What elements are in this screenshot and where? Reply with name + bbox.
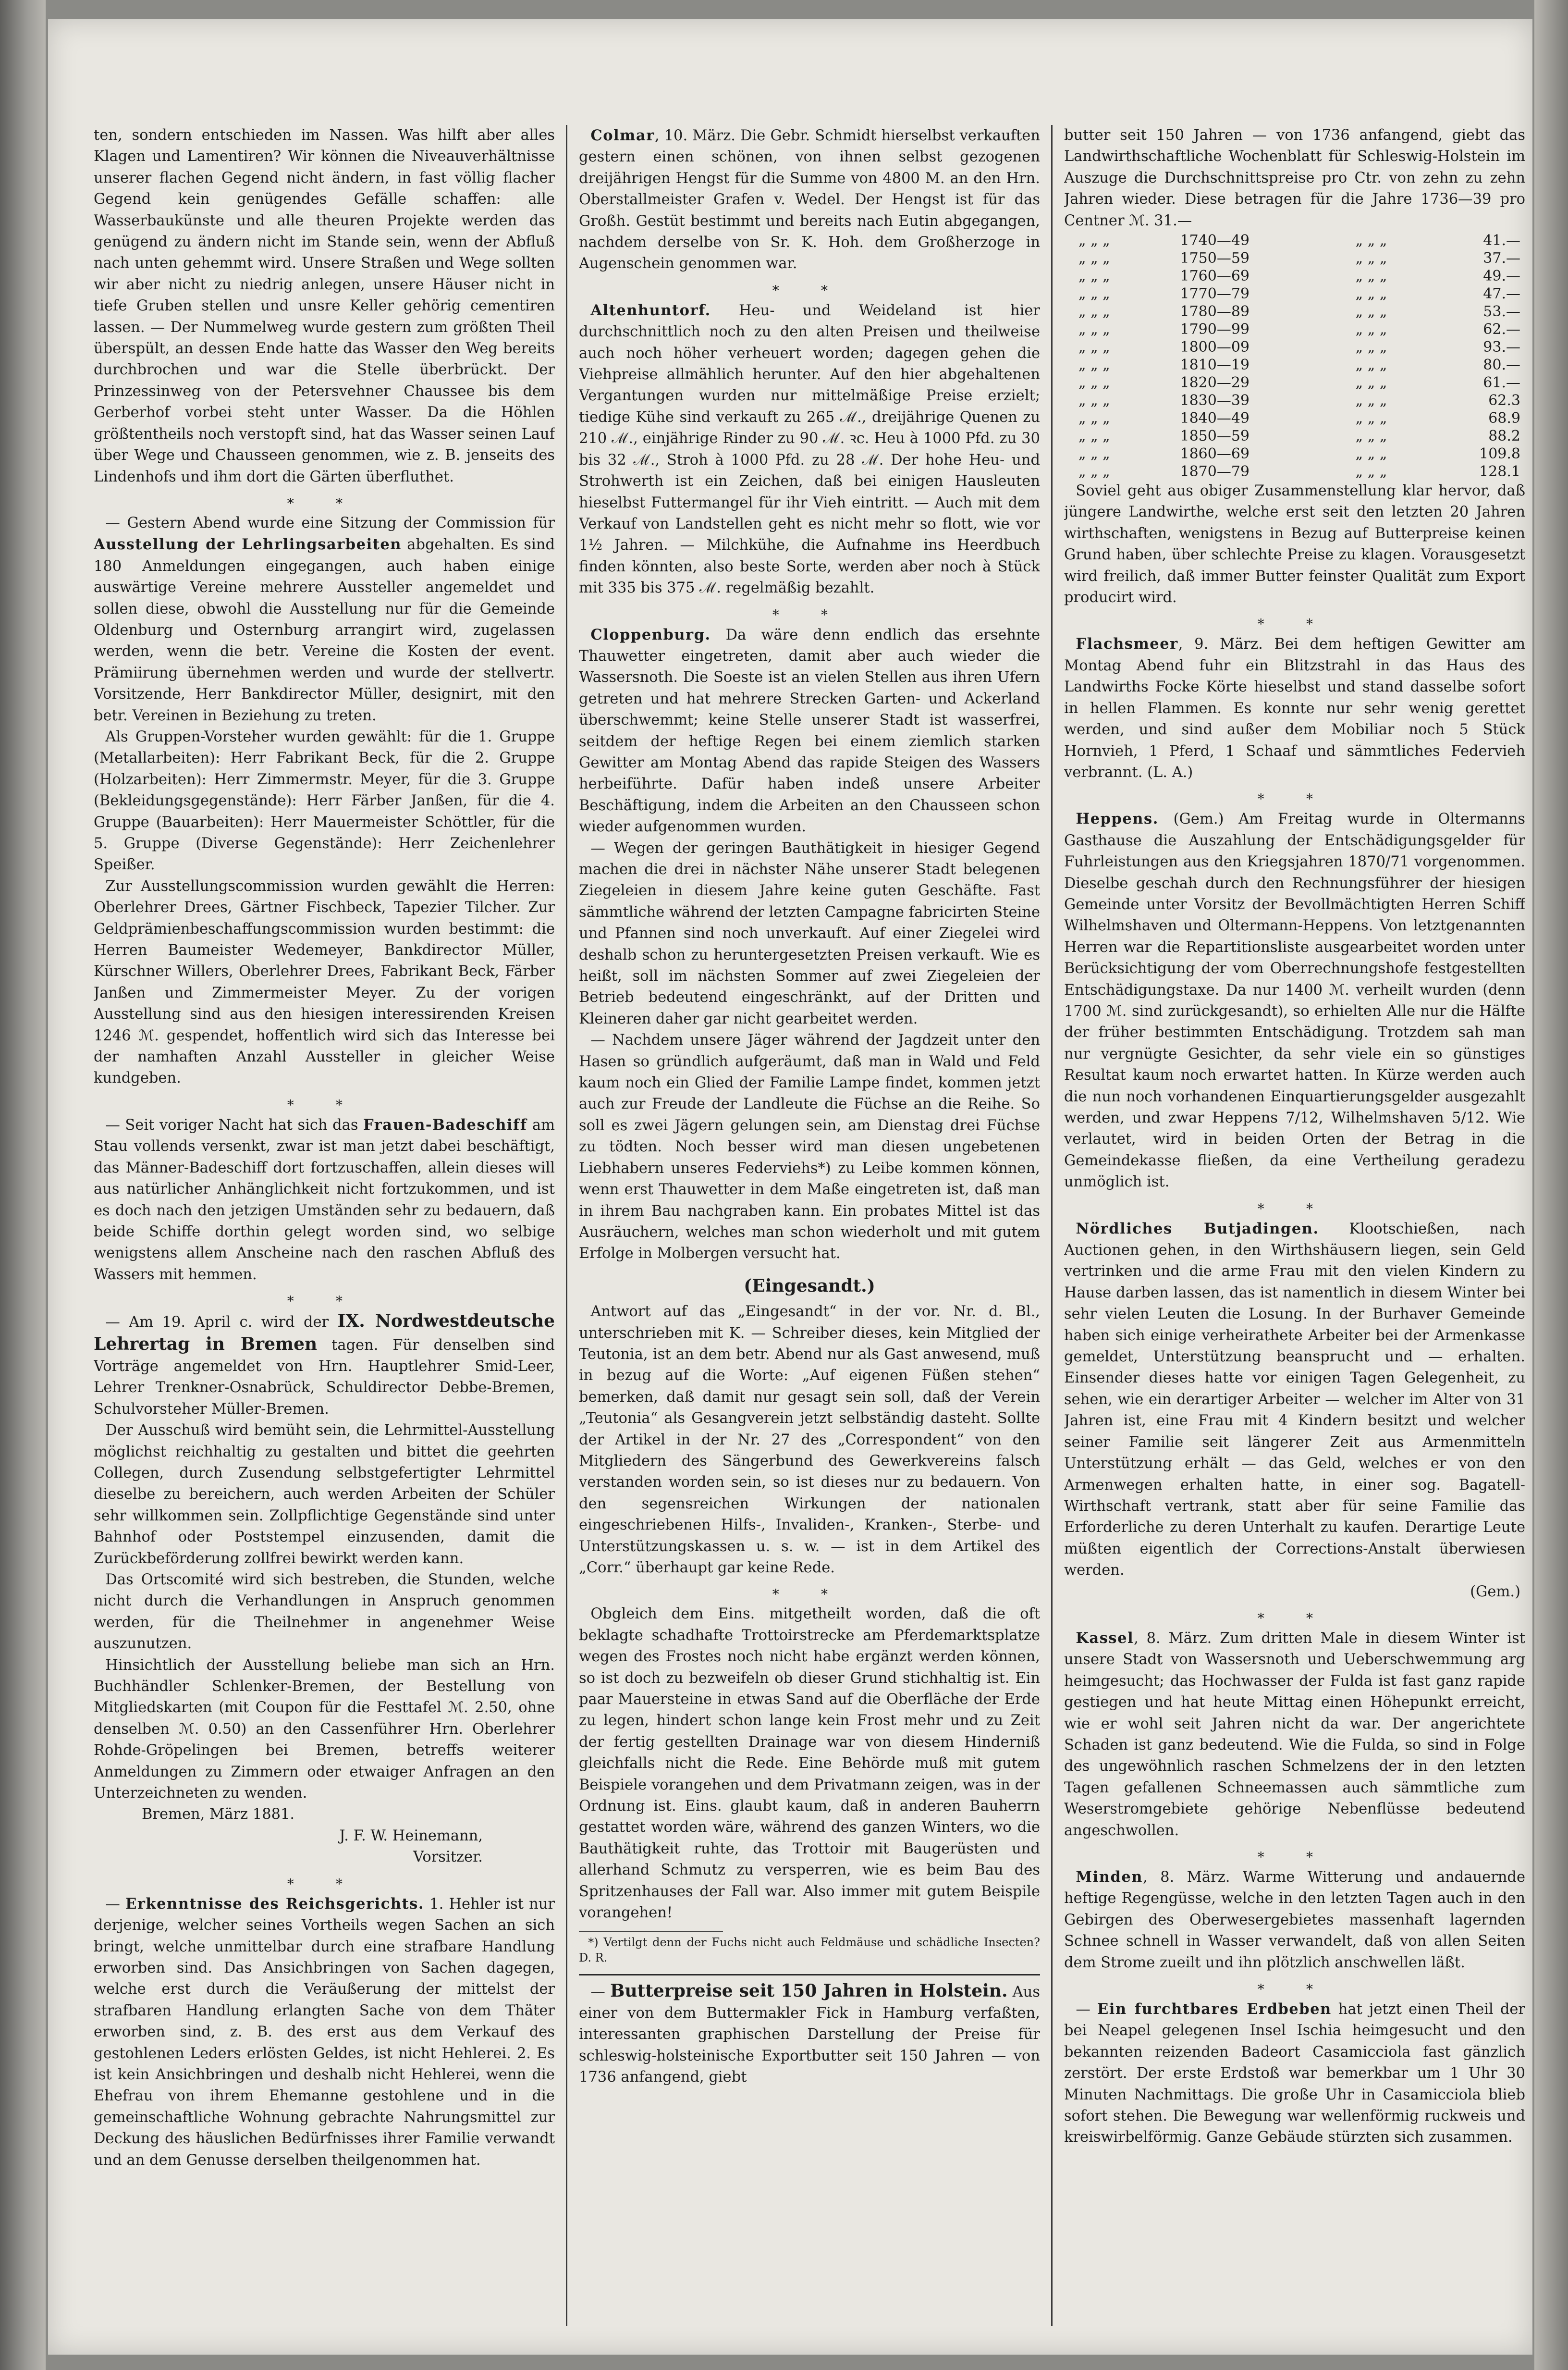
section-separator: * * (287, 1293, 362, 1309)
ditto-marks: „ „ „ (1355, 285, 1387, 303)
article-paragraph: Cloppenburg. Da wäre denn endlich das ersehnte Thauwetter eingetreten, damit aber auch wieder die Wassersnoth. Die Soeste ist an vielen Stellen aus ihren Ufern getreten und hat mehrere Strecken Garten- und Ackerland überschwemmt; keine Stelle unserer Stadt ist wasserfrei, seitdem der heftige Regen bei einem ziemlich starken Gewitter am Montag Abend das rapide Steigen des Wassers herbeiführte. Dafür haben indeß unsere Arbeiter Beschäftigung, indem die Arbeiten an den Chausseen schon wieder aufgenommen wurden. (579, 626, 1040, 836)
price-value: 41.— (1483, 232, 1520, 249)
article-paragraph: Obgleich dem Eins. mitgetheilt worden, daß die oft beklagte schadhafte Trottoirstrecke am Pferdemarktsplatze wegen des Frostes noch nicht habe ergänzt werden können, so ist doch zu bezweifeln ob dieser Grund stichhaltig ist. Ein paar Mauersteine in etwas Sand auf die Oberfläche der Erde zu legen, hindert schon lange kein Frost mehr und zu Zeit der fertig gestellten Drainage war von diesem Hinderniß gleichfalls nicht die Rede. Eine Behörde muß mit gutem Beispiele vorangehen und dem Privatmann zeigen, was in der Ordnung ist. Eins. glaubt kaum, daß in anderen Bauherrn gestattet worden wäre, während des ganzen Winters, wo die Bauthätigkeit ruhte, das Trottoir mit Baugerüsten und allerhand Schmutz zu versperren, wie es beim Bau des Spritzenhauses der Fall war. Also immer mit gutem Beispile vorangehen! (579, 1605, 1040, 1922)
price-value: 62.— (1483, 321, 1520, 338)
price-row (1064, 374, 1525, 392)
ditto-marks: „ „ „ (1355, 232, 1387, 249)
article-paragraph: Soviel geht aus obiger Zusammenstellung klar hervor, daß jüngere Landwirthe, welche erst seit den letzten 20 Jahren wirthschaften, wenigstens in Bezug auf Butterpreise keinen Grund haben, über schlechte Preise zu klagen. Vorausgesetzt wird freilich, daß immer Butter feinster Qualität zum Export producirt wird. (1064, 482, 1525, 606)
price-row (1064, 463, 1525, 481)
section-separator: * * (772, 282, 847, 298)
price-value: 68.9 (1488, 410, 1520, 427)
ditto-marks: „ „ „ (1078, 232, 1110, 249)
price-years: 1820—29 (1180, 374, 1250, 392)
article-paragraph: Minden, 8. März. Warme Witterung und andauernde heftige Regengüsse, welche in den letzten Tagen auch in den Gebirgen des Oberwesergebietes massenhaft lagernden Schnee schnell in Wasser verwandelt, daß von allen Seiten dem Strome zueilt und ihn plötzlich anschwellen läßt. (1064, 1868, 1525, 1971)
article-paragraph: Altenhuntorf. Heu- und Weideland ist hier durchschnittlich noch zu den alten Preisen und theilweise auch noch höher verheuert worden; dagegen gehen die Viehpreise allmählich herunter. Auf den hier abgehaltenen Vergantungen wurden nur mittelmäßige Preise erzielt; tiedige Kühe sind verkauft zu 265 ℳ., dreijährige Quenen zu 210 ℳ., einjährige Rinder zu 90 ℳ. ꝛc. Heu à 1000 Pfd. zu 30 bis 32 ℳ., Stroh à 1000 Pfd. zu 28 ℳ. Der hohe Heu- und Strohwerth ist ein Zeichen, daß bei einigen Hausleuten hieselbst Futtermangel für ihr Vieh eintritt. — Auch mit dem Verkauf von Landstellen geht es nicht mehr so flott, wie vor 1½ Jahren. — Milchkühe, die Aufnahme ins Heerdbuch finden könnten, also beste Sorte, werden aber noch à Stück mit 335 bis 375 ℳ. regelmäßig bezahlt. (579, 301, 1040, 597)
price-years: 1790—99 (1180, 321, 1250, 338)
ditto-marks: „ „ „ (1078, 357, 1110, 374)
article-heading: Erkenntnisse des Reichsgerichts. (125, 1895, 425, 1913)
column-rule (566, 125, 567, 2326)
price-years: 1780—89 (1180, 303, 1250, 321)
price-value: 109.8 (1479, 445, 1520, 463)
price-row (1064, 445, 1525, 463)
section-heading-eingesandt: (Eingesandt.) (744, 1275, 875, 1296)
ditto-marks: „ „ „ (1078, 268, 1110, 285)
article-paragraph: ten, sondern entschieden im Nassen. Was hilft aber alles Klagen und Lamentiren? Wir können die Niveauverhältnisse unserer flachen Gegend nicht ändern, in fast völlig flacher Gegend kein genügendes Gefälle schaffen: alle Wasserbaukünste und alle theuren Projekte werden das genügend zu ändern nicht im Stande sein, wenn der Abfluß nach unten gehemmt wird. Unsere Straßen und Wege sollten wir aber nicht zu niedrig anlegen, unsere Häuser nicht in tiefe Gruben stellen und unsre Keller gehörig cementiren lassen. — Der Nummelweg wurde gestern zum größten Theil überspült, an dessen Ende hatte das Wasser den Weg bereits durchbrochen und war die Stelle überbrückt. Der Prinzessinweg von der Petersvehner Chaussee bis dem Gerberhof vorbei steht unter Wasser. Da die Höhlen größtentheils noch verstopft sind, hat das Wasser seinen Lauf über Wege und Chausseen genommen, wie z. B. jenseits des Lindenhofs und ihm dort die Gärten überfluthet. (94, 127, 555, 485)
price-row (1064, 409, 1525, 427)
right-binding-edge (1534, 0, 1568, 2370)
ditto-marks: „ „ „ (1078, 303, 1110, 321)
column-2 (579, 125, 1040, 2335)
ditto-marks: „ „ „ (1355, 321, 1387, 338)
article-heading: Heppens. (1076, 810, 1159, 828)
newspaper-page (48, 19, 1532, 2355)
section-separator: * * (287, 495, 362, 511)
price-years: 1830—39 (1180, 392, 1250, 409)
price-row (1064, 392, 1525, 409)
article-heading: Cloppenburg. (590, 626, 711, 643)
price-value: 128.1 (1479, 463, 1520, 481)
article-paragraph: Das Ortscomité wird sich bestreben, die Stunden, welche nicht durch die Verhandlungen in Anspruch genommen werden, für die Theilnehmer in angenehmer Weise auszunutzen. (94, 1571, 555, 1653)
article-heading: Kassel (1076, 1629, 1134, 1647)
article-heading: Ausstellung der Lehrlingsarbeiten (94, 536, 402, 554)
article-heading: Nördliches Butjadingen. (1076, 1220, 1319, 1237)
section-separator: * * (1257, 1610, 1332, 1626)
article-paragraph: Flachsmeer, 9. März. Bei dem heftigen Gewitter am Montag Abend fuhr ein Blitzstrahl in das Haus des Landwirths Focke Körte hieselbst und stand dasselbe sofort in hellen Flammen. Es konnte nur sehr wenig gerettet werden, und sind außer dem Mobiliar noch 5 Stück Hornvieh, 1 Pferd, 1 Schaaf und sämmtliches Federvieh verbrannt. (L. A.) (1064, 635, 1525, 781)
price-years: 1770—79 (1180, 285, 1250, 303)
price-value: 93.— (1483, 339, 1520, 356)
price-row (1064, 427, 1525, 445)
article-paragraph: — Gestern Abend wurde eine Sitzung der Commission für Ausstellung der Lehrlingsarbeiten abgehalten. Es sind 180 Anmeldungen eingegangen, auch haben einige auswärtige Vereine mehrere Aussteller angemeldet und sollen diese, obwohl die Ausstellung nur für die Gemeinde Oldenburg und Osternburg arrangirt wird, zugelassen werden, wenn die betr. Vereine die Kosten der event. Prämiirung übernehmen werden und wurde der stellvertr. Vorsitzende, Herr Bankdirector Müller, designirt, mit den betr. Vereinen in Beziehung zu treten. (94, 514, 555, 724)
section-separator: * * (1257, 1200, 1332, 1217)
price-row (1064, 303, 1525, 321)
price-value: 62.3 (1488, 392, 1520, 409)
article-paragraph: — Ein furchtbares Erdbeben hat jetzt einen Theil der bei Neapel gelegenen Insel Ischia heimgesucht und den bekannten reizenden Badeort Casamicciola fast gänzlich zerstört. Der erste Erdstoß war bemerkbar um 1 Uhr 30 Minuten Nachmittags. Die große Uhr in Casamicciola blieb sofort stehen. Die Bewegung war wellenförmig ruckweis und kreiswirbelförmig. Ganze Gebäude stürzten sich zusammen. (1064, 2000, 1525, 2146)
signature-name: J. F. W. Heinemann, (339, 1827, 483, 1844)
article-paragraph: — Erkenntnisse des Reichsgerichts. 1. Hehler ist nur derjenige, welcher seines Vortheils wegen Sachen an sich bringt, welche unmittelbar durch eine strafbare Handlung erworben sind. Das Ansichbringen von Sachen dagegen, welche erst durch die Veräußerung der mittelst der strafbaren Handlung erlangten Sache von dem Thäter erworben sind, z. B. des erst aus dem Verkauf des gestohlenen Leders erlösten Geldes, ist nicht Hehlerei. 2. Es ist kein Ansichbringen und deshalb nicht Hehlerei, wenn die Ehefrau von ihrem Ehemanne gestohlene und in die gemeinschaftliche Wohnung gebrachte Nahrungsmittel zur Deckung des häuslichen Bedürfnisses ihrer Familie verwandt und an dem Genusse derselben theilgenommen hat. (94, 1895, 555, 2169)
article-paragraph: Der Ausschuß wird bemüht sein, die Lehrmittel-Ausstellung möglichst reichhaltig zu gestalten und bittet die geehrten Collegen, durch Zusendung selbstgefertigter Lehrmittel dieselbe zu bereichern, auch werden Arbeiten der Schüler sehr willkommen sein. Zollpflichtige Gegenstände sind unter Bahnhof oder Poststempel einzusenden, damit die Zurückbeförderung zollfrei bewirkt werden kann. (94, 1422, 555, 1567)
price-years: 1760—69 (1180, 268, 1250, 285)
ditto-marks: „ „ „ (1355, 357, 1387, 374)
ditto-marks: „ „ „ (1355, 374, 1387, 392)
article-paragraph: Nördliches Butjadingen. Klootschießen, nach Auctionen gehen, in den Wirthshäusern liegen, sein Geld vertrinken und die arme Frau mit den vielen Kindern zu Hause darben lassen, das ist namentlich in diesem Winter bei sehr vielen Leuten die Losung. In der Burhaver Gemeinde haben sich einige verheirathete Arbeiter bei der Armenkasse gemeldet, Unterstützung beansprucht und — erhalten. Einsender dieses hatte vor einigen Tagen Gelegenheit, zu sehen, wie ein derartiger Arbeiter — welcher im Alter von 31 Jahren ist, eine Frau mit 4 Kindern besitzt und welcher seiner Familie seit längerer Zeit aus Armenmitteln Unterstützung erhält — das Geld, welches er von den Armenwegen erhalten hatte, in einer sog. Bagatell-Wirthschaft vertrank, statt aber für seine Familie das Erforderliche zu deren Unterhalt zu kaufen. Derartige Leute müßten eigentlich der Corrections-Anstalt überwiesen werden. (1064, 1220, 1525, 1579)
column-rule (1051, 125, 1053, 2326)
ditto-marks: „ „ „ (1355, 463, 1387, 481)
ditto-marks: „ „ „ (1078, 250, 1110, 267)
price-value: 47.— (1483, 285, 1520, 303)
left-binding-edge (0, 0, 46, 2370)
article-paragraph: — Am 19. April c. wird der IX. Nordwestdeutsche Lehrertag in Bremen tagen. Für denselben sind Vorträge angemeldet von Hrn. Hauptlehrer Smid-Leer, Lehrer Trenkner-Osnabrück, Schuldirector Debbe-Bremen, Schulvorsteher Müller-Bremen. (94, 1311, 555, 1418)
price-years: 1860—69 (1180, 445, 1250, 463)
ditto-marks: „ „ „ (1355, 303, 1387, 321)
ditto-marks: „ „ „ (1355, 339, 1387, 356)
section-separator: * * (772, 1586, 847, 1603)
section-separator: * * (287, 1097, 362, 1113)
source-tag: (Gem.) (1470, 1583, 1520, 1600)
section-separator: * * (1257, 1981, 1332, 1998)
column-3 (1064, 125, 1525, 2335)
ditto-marks: „ „ „ (1355, 428, 1387, 445)
ditto-marks: „ „ „ (1355, 250, 1387, 267)
ditto-marks: „ „ „ (1078, 321, 1110, 338)
price-row (1064, 267, 1525, 285)
ditto-marks: „ „ „ (1078, 285, 1110, 303)
price-value: 37.— (1483, 250, 1520, 267)
ditto-marks: „ „ „ (1078, 410, 1110, 427)
price-years: 1850—59 (1180, 428, 1250, 445)
ditto-marks: „ „ „ (1355, 410, 1387, 427)
footnote-rule (579, 1931, 723, 1932)
price-value: 80.— (1483, 357, 1520, 374)
article-paragraph: — Butterpreise seit 150 Jahren in Holstein. Aus einer von dem Buttermakler Fick in Hamburg verfaßten, interessanten graphischen Darstellung der Preise für schleswig-holsteinische Exportbutter seit 150 Jahren — von 1736 anfangend, giebt (579, 1980, 1040, 2086)
ditto-marks: „ „ „ (1355, 392, 1387, 409)
ditto-marks: „ „ „ (1078, 374, 1110, 392)
article-paragraph: Colmar, 10. März. Die Gebr. Schmidt hierselbst verkauften gestern einen schönen, von ihnen selbst gezogenen dreijährigen Hengst für die Summe von 4800 M. an den Hrn. Oberstallmeister Grafen v. Wedel. Der Hengst ist für das Großh. Gestüt bestimmt und bereits nach Eutin abgegangen, nachdem derselbe von Sr. K. Hoh. dem Großherzoge in Augenschein genommen war. (579, 127, 1040, 272)
article-paragraph: Als Gruppen-Vorsteher wurden gewählt: für die 1. Gruppe (Metallarbeiten): Herr Fabrikant Beck, für die 2. Gruppe (Holzarbeiten): Herr Zimmermstr. Meyer, für die 3. Gruppe (Bekleidungsgegenstände): Herr Färber Janßen, für die 4. Gruppe (Bauarbeiten): Herr Mauermeister Schöttler, für die 5. Gruppe (Diverse Gegenstände): Herr Zeichenlehrer Speißer. (94, 728, 555, 874)
signature-title: Vorsitzer. (413, 1849, 483, 1866)
price-years: 1800—09 (1180, 339, 1250, 356)
price-value: 53.— (1483, 303, 1520, 321)
article-heading: Minden (1076, 1868, 1143, 1886)
price-value: 88.2 (1488, 428, 1520, 445)
article-paragraph: Heppens. (Gem.) Am Freitag wurde in Oltermanns Gasthause die Auszahlung der Entschädigungsgelder für Fuhrleistungen aus den Kriegsjahren 1870/71 vorgenommen. Dieselbe geschah durch den Rechnungsführer der hiesigen Gemeinde unter Vorsitz der Bevollmächtigten Herren Schiff Wilhelmshaven und Oltermann-Heppens. Von letztgenannten Herren war die Repartitionsliste ausgearbeitet worden unter Berücksichtigung der vom Oberrechnungshofe festgestellten Entschädigungstaxe. Da nur 1400 ℳ. verheilt wurden (denn 1700 ℳ. sind zurückgesandt), so erhielten Alle nur die Hälfte der früher bestimmten Entschädigung. Trotzdem sah man nur vergnügte Gesichter, da sehr viele ein so günstiges Resultat kaum noch erwartet hatten. In Kürze werden auch die nun noch vorhandenen Einquartierungsgelder ausgezahlt werden, und zwar Heppens 7/12, Wilhelmshaven 5/12. Wie verlautet, wird in beiden Orten der Betrag in die Gemeindekasse fließen, da eine Vertheilung geradezu unmöglich ist. (1064, 810, 1525, 1191)
ditto-marks: „ „ „ (1078, 463, 1110, 481)
article-heading: Frauen-Badeschiff (363, 1116, 527, 1134)
article-heading: Butterpreise seit 150 Jahren in Holstein. (610, 1980, 1008, 2001)
section-separator: * * (1257, 1849, 1332, 1865)
price-row (1064, 321, 1525, 338)
ditto-marks: „ „ „ (1355, 445, 1387, 463)
price-years: 1870—79 (1180, 463, 1250, 481)
price-value: 49.— (1483, 268, 1520, 285)
section-separator: * * (1257, 791, 1332, 807)
price-years: 1810—19 (1180, 357, 1250, 374)
article-heading: Colmar (590, 127, 655, 144)
section-separator: * * (287, 1876, 362, 1892)
article-paragraph: Kassel, 8. März. Zum dritten Male in diesem Winter ist unsere Stadt von Wassersnoth und Ueberschwemmung arg heimgesucht; das Hochwasser der Fulda ist fast ganz rapide gestiegen und hat heute Mittag einen Höhepunkt erreicht, wie er wohl seit Jahren nicht da war. Der angerichtete Schaden ist ganz bedeutend. Wie die Fulda, so sind in Folge des ungewöhnlich raschen Schmelzens der in den letzten Tagen gefallenen Schneemassen auch sämmtliche zum Weserstromgebiete gehörige Nebenflüsse bedeutend angeschwollen. (1064, 1629, 1525, 1839)
article-heading: IX. Nordwestdeutsche Lehrertag in Bremen (94, 1311, 555, 1354)
section-rule (579, 1974, 1040, 1975)
price-row (1064, 285, 1525, 303)
section-separator: * * (1257, 616, 1332, 632)
article-paragraph: — Nachdem unsere Jäger während der Jagdzeit unter den Hasen so gründlich aufgeräumt, daß man in Wald und Feld kaum noch ein Glied der Familie Lampe findet, kommen jetzt auch zur Freude der Landleute die Füchse an die Reihe. So soll es zwei Jägern gelungen sein, am Dienstag drei Füchse zu tödten. Noch besser wird man diesen ungebetenen Liebhabern unseres Federviehs*) zu Leibe kommen können, wenn erst Thauwetter in dem Maße eingetreten ist, daß man in ihrem Bau nachgraben kann. Ein probates Mittel ist das Ausräuchern, welches man schon wiederholt und mit gutem Erfolge in Molbergen versucht hat. (579, 1032, 1040, 1262)
article-heading: Flachsmeer (1076, 635, 1178, 653)
price-row (1064, 249, 1525, 267)
ditto-marks: „ „ „ (1355, 268, 1387, 285)
column-1 (94, 125, 555, 2335)
price-value: 61.— (1483, 374, 1520, 392)
article-paragraph: butter seit 150 Jahren — von 1736 anfangend, giebt das Landwirthschaftliche Wochenblatt für Schleswig-Holstein im Auszuge die Durchschnittspreise pro Ctr. von zehn zu zehn Jahren wieder. Diese betragen für die Jahre 1736—39 pro Centner ℳ. 31.— (1064, 127, 1525, 229)
article-heading: Ein furchtbares Erdbeben (1097, 2000, 1332, 2018)
section-separator: * * (772, 606, 847, 623)
price-years: 1740—49 (1180, 232, 1250, 249)
article-paragraph: Antwort auf das „Eingesandt“ in der vor. Nr. d. Bl., unterschrieben mit K. — Schreiber dieses, kein Mitglied der Teutonia, ist an dem betr. Abend nur als Gast anwesend, muß in bezug auf die Worte: „Auf eigenen Füßen stehen“ bemerken, daß damit nur gesagt sein soll, daß der Verein „Teutonia“ als Gesangverein jetzt selbständig dasteht. Sollte der Artikel in der Nr. 27 des „Correspondent“ von den Mitgliedern des Sängerbund des Gewerkvereins falsch verstanden worden sein, so ist dieses nur zu bedauern. Von den segensreichen Wirkungen der nationalen eingeschriebenen Hilfs-, Invaliden-, Kranken-, Sterbe- und Unterstützungskassen u. s. w. — ist in dem Artikel des „Corr.“ überhaupt gar keine Rede. (579, 1303, 1040, 1576)
ditto-marks: „ „ „ (1078, 339, 1110, 356)
ditto-marks: „ „ „ (1078, 445, 1110, 463)
price-row (1064, 356, 1525, 374)
ditto-marks: „ „ „ (1078, 392, 1110, 409)
article-paragraph: Hinsichtlich der Ausstellung beliebe man sich an Hrn. Buchhändler Schlenker-Bremen, der Bestellung von Mitgliedskarten (mit Coupon für die Festtafel ℳ. 2.50, ohne denselben ℳ. 0.50) an den Cassenführer Hrn. Oberlehrer Rohde-Gröpelingen bei Bremen, betreffs weiterer Anmeldungen zu Zimmern oder etwaiger Anfragen an den Unterzeichneten zu wenden. (94, 1656, 555, 1802)
article-paragraph: Zur Ausstellungscommission wurden gewählt die Herren: Oberlehrer Drees, Gärtner Fischbeck, Tapezier Tilcher. Zur Geldprämienbeschaffungscommission wurden bestimmt: die Herren Baumeister Wedemeyer, Bankdirector Müller, Kürschner Willers, Oberlehrer Drees, Fabrikant Beck, Färber Janßen und Zimmermeister Meyer. Zu der vorigen Ausstellung sind aus den hiesigen interessirenden Kreisen 1246 ℳ. gespendet, hoffentlich wird sich das Interesse bei der namhaften Anzahl Aussteller in gleicher Weise kundgeben. (94, 877, 555, 1087)
footnote: *) Vertilgt denn der Fuchs nicht auch Feldmäuse und schädliche Insecten? D. R. (579, 1935, 1040, 1964)
price-years: 1750—59 (1180, 250, 1250, 267)
price-row (1064, 232, 1525, 249)
article-paragraph: — Wegen der geringen Bauthätigkeit in hiesiger Gegend machen die drei in nächster Nähe unserer Stadt belegenen Ziegeleien in diesem Jahre keine guten Geschäfte. Fast sämmtliche während der letzten Campagne fabricirten Steine und Pfannen sind noch unverkauft. Auf einer Ziegelei wird deshalb schon zu heruntergesetzten Preisen verkauft. Wie es heißt, soll im nächsten Sommer auf zwei Ziegeleien der Betrieb bedeutend eingeschränkt, auf der Dritten und Kleineren daher gar nicht gearbeitet werden. (579, 839, 1040, 1027)
butter-price-table (1064, 232, 1525, 481)
ditto-marks: „ „ „ (1078, 428, 1110, 445)
price-row (1064, 338, 1525, 356)
article-heading: Altenhuntorf. (590, 301, 711, 319)
price-years: 1840—49 (1180, 410, 1250, 427)
article-paragraph: — Seit voriger Nacht hat sich das Frauen-Badeschiff am Stau vollends versenkt, zwar ist man jetzt dabei beschäftigt, das Männer-Badeschiff dort fortzuschaffen, allein dieses will aus natürlicher Anhänglichkeit nicht fortzukommen, und ist es doch nach den jetzigen Umständen sehr zu bedauern, daß beide Schiffe dorthin gelegt worden sind, wo selbige wenigstens allem Anscheine nach den raschen Abfluß des Wassers mit hemmen. (94, 1116, 555, 1283)
dateline: Bremen, März 1881. (142, 1806, 295, 1823)
